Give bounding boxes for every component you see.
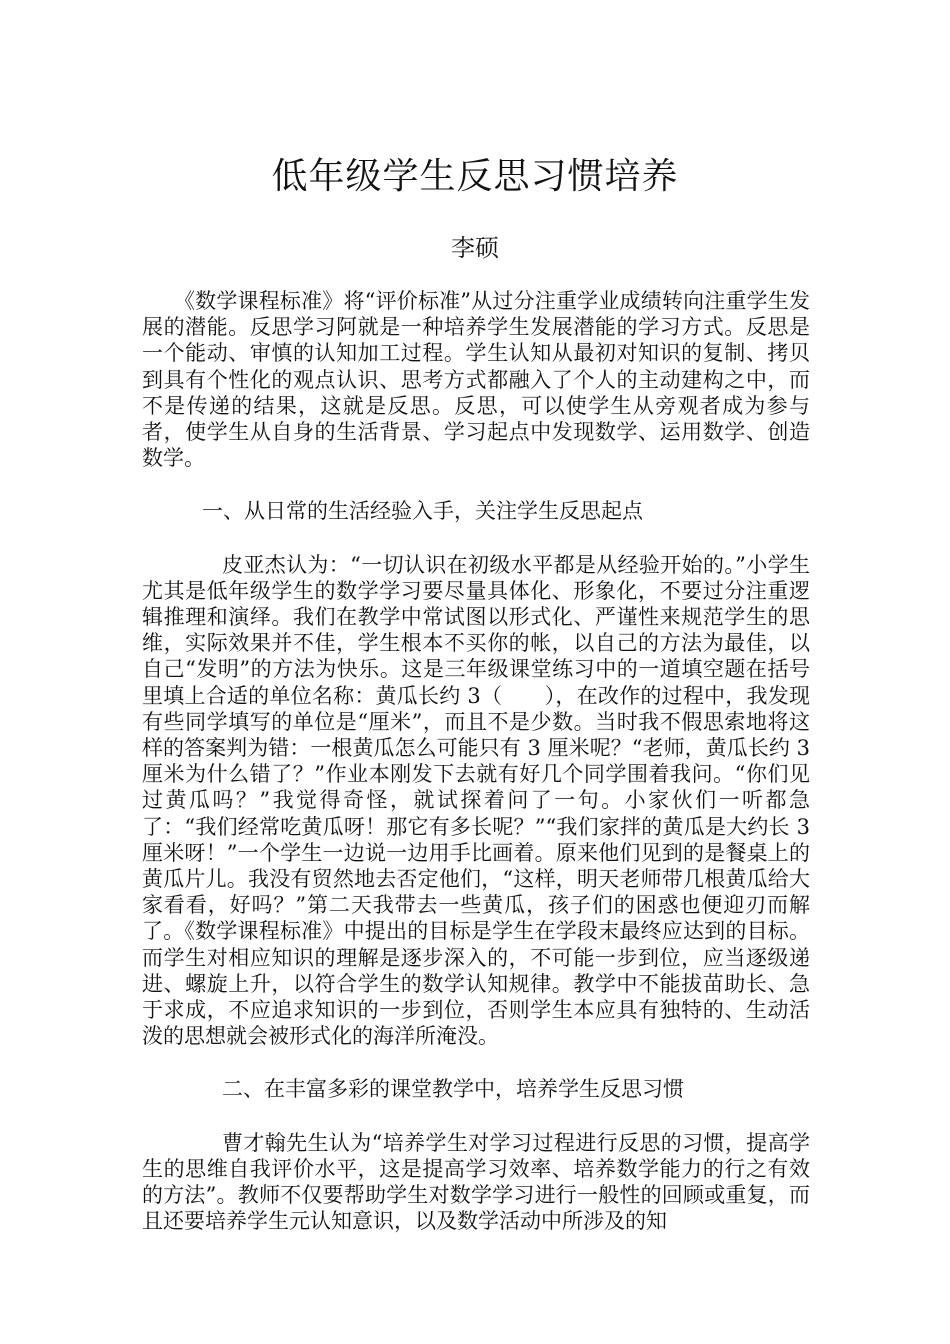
paragraph-intro: 《数学课程标准》将“评价标准”从过分注重学业成绩转向注重学生发展的潜能。反思学习阿就是一种培养学生发展潜能的学习方式。反思是一个能动、审慎的认知加工过程。学生认知从最初对知识的复制、拷贝到具有个性化的观点认识、思考方式都融入了个人的主动建构之中，而不是传递的结果，这就是反思。反思，可以使学生从旁观者成为参与者，使学生从自身的生活背景、学习起点中发现数学、运用数学、创造数学。: [142, 289, 810, 471]
section-heading-1: 一、从日常的生活经验入手，关注学生反思起点: [202, 499, 643, 524]
document-title: 低年级学生反思习惯培养: [271, 156, 679, 197]
paragraph-section-1: 皮亚杰认为：“一切认识在初级水平都是从经验开始的。”小学生尤其是低年级学生的数学学习要尽量具体化、形象化，不要过分注重逻辑推理和演绎。我们在教学中常试图以形式化、严谨性来规范学生的思维，实际效果并不佳，学生根本不买你的帐，以自己的方法为最佳，以自己“发明”的方法为快乐。这是三年级课堂练习中的一道填空题在括号里填上合适的单位名称：黄瓜长约 3（ ），在改作的过程中，我发现有些同学填写的单位是“厘米”，而且不是少数。当时我不假思索地将这样的答案判为错：一根黄瓜怎么可能只有 3 厘米呢？“老师，黄瓜长约 3 厘米为什么错了？”作业本刚发下去就有好几个同学围着我问。“你们见过黄瓜吗？”我觉得奇怪，就试探着问了一句。小家伙们一听都急了：“我们经常吃黄瓜呀！那它有多长呢？”“我们家拌的黄瓜是大约长 3 厘米呀！”一个学生一边说一边用手比画着。原来他们见到的是餐桌上的黄瓜片儿。我没有贸然地去否定他们，“这样，明天老师带几根黄瓜给大家看看，好吗？”第二天我带去一些黄瓜，孩子们的困惑也便迎刃而解了。《数学课程标准》中提出的目标是学生在学段末最终应达到的目标。而学生对相应知识的理解是逐步深入的，不可能一步到位，应当逐级递进、螺旋上升，以符合学生的数学认知规律。教学中不能拔苗助长、急于求成，不应追求知识的一步到位，否则学生本应具有独特的、生动活泼的思想就会被形式化的海洋所淹没。: [142, 552, 810, 1049]
document-body: [142, 288, 810, 1235]
paragraph-section-2: 曹才翰先生认为“培养学生对学习过程进行反思的习惯，提高学生的思维自我评价水平，这是提高学习效率、培养数学能力的行之有效的方法”。教师不仅要帮助学生对数学学习进行一般性的回顾或重复，而且还要培养学生元认知意识，以及数学活动中所涉及的知: [142, 1130, 810, 1234]
section-heading-2: 二、在丰富多彩的课堂教学中，培养学生反思习惯: [222, 1077, 684, 1102]
document-author: 李硕: [451, 234, 499, 262]
